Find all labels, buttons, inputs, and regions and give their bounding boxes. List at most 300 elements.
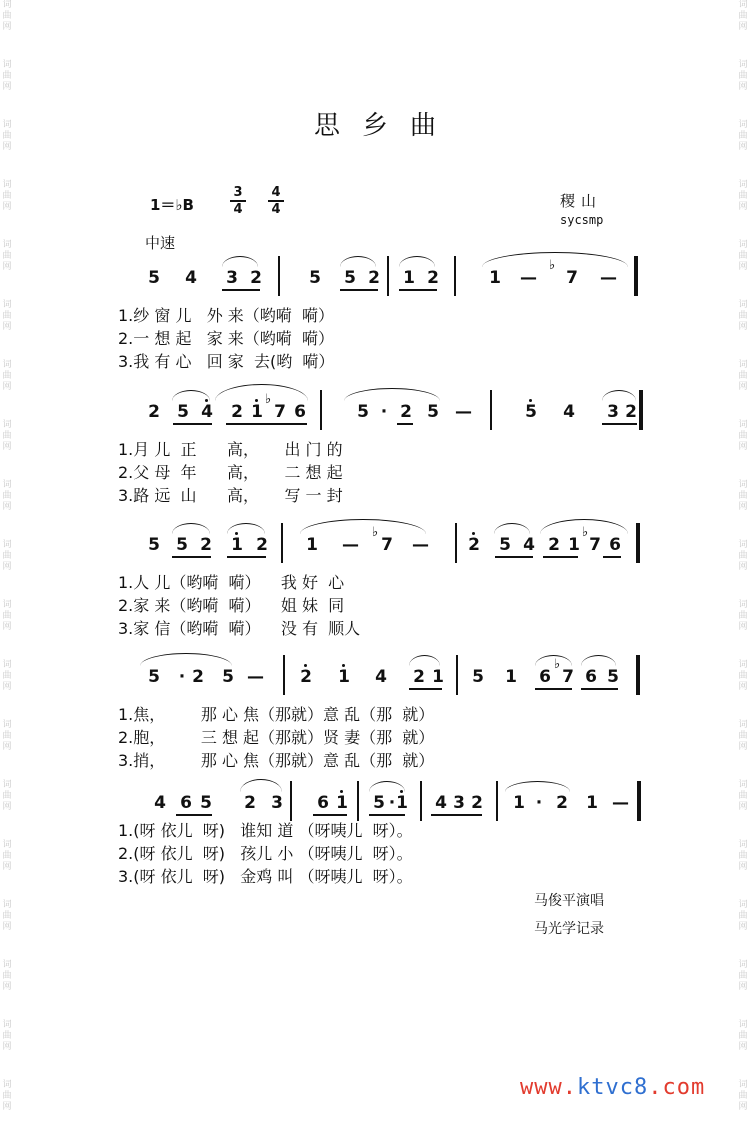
notation-note: 2	[300, 667, 312, 687]
notation-note: 2	[256, 535, 268, 555]
recorder-credit: 马光学记录	[534, 921, 604, 937]
watermark-glyph: 词	[2, 660, 12, 670]
time-signature-top: 3	[233, 185, 243, 200]
watermark-glyph: 网	[738, 622, 748, 632]
watermark-glyph: 词	[738, 180, 748, 190]
watermark-glyph-group	[2, 540, 12, 573]
notation-note: 3	[271, 793, 283, 813]
system-end-bar-line	[636, 523, 640, 563]
song-title: 思乡曲	[313, 111, 458, 141]
notation-note: ·	[178, 667, 186, 687]
slur-arc	[215, 384, 308, 401]
bar-line	[278, 256, 280, 296]
watermark-glyph: 网	[2, 502, 12, 512]
notation-note: 5	[148, 268, 160, 288]
watermark-glyph-group	[2, 300, 12, 333]
watermark-glyph: 曲	[2, 311, 12, 321]
notation-note: 7	[381, 535, 393, 555]
dash-extension: —	[520, 268, 537, 288]
lyric-line-verse-2: 2.(呀 依儿 呀) 孩儿 小 （呀咦儿 呀）。	[118, 844, 413, 863]
watermark-glyph-group	[738, 480, 748, 513]
time-signature-bottom: 4	[233, 202, 243, 217]
watermark-glyph-group	[2, 1080, 12, 1113]
watermark-glyph: 网	[738, 382, 748, 392]
watermark-glyph: 曲	[2, 71, 12, 81]
watermark-glyph: 曲	[738, 1031, 748, 1041]
notation-note: 2	[368, 268, 380, 288]
watermark-glyph: 词	[2, 840, 12, 850]
watermark-glyph: 网	[2, 202, 12, 212]
notation-note: 2	[244, 793, 256, 813]
watermark-glyph-group	[738, 420, 748, 453]
watermark-glyph: 网	[738, 442, 748, 452]
watermark-glyph: 网	[738, 82, 748, 92]
watermark-glyph-group	[2, 960, 12, 993]
notation-note: 1	[513, 793, 525, 813]
notation-note: 5	[357, 402, 369, 422]
watermark-glyph: 词	[738, 120, 748, 130]
bar-line	[320, 390, 322, 430]
watermark-glyph: 网	[2, 442, 12, 452]
time-signature-3-4	[230, 186, 246, 216]
watermark-glyph: 曲	[738, 71, 748, 81]
watermark-glyph-group	[2, 720, 12, 753]
watermark-glyph: 曲	[2, 791, 12, 801]
eighth-note-underline	[581, 688, 618, 690]
watermark-glyph-group	[738, 900, 748, 933]
notation-note: ·	[380, 402, 388, 422]
watermark-glyph: 词	[2, 540, 12, 550]
notation-note: 5	[472, 667, 484, 687]
flat-accidental: ♭	[549, 258, 556, 273]
singer-credit: 马俊平演唱	[534, 893, 604, 909]
notation-note: 2	[413, 667, 425, 687]
slur-arc	[300, 519, 426, 534]
watermark-glyph: 词	[2, 780, 12, 790]
watermark-glyph: 网	[2, 382, 12, 392]
notation-note: 1	[336, 793, 348, 813]
watermark-glyph: 网	[738, 1042, 748, 1052]
watermark-glyph: 网	[738, 742, 748, 752]
watermark-glyph: 词	[2, 180, 12, 190]
notation-note: 5	[148, 667, 160, 687]
bar-line	[281, 523, 283, 563]
eighth-note-underline	[227, 556, 266, 558]
system-end-bar-line	[637, 781, 641, 821]
source-tag: sycsmp	[560, 213, 604, 227]
lyric-line-verse-2: 2.一 想 起 家 来（哟嗬 嗬）	[118, 329, 334, 348]
notation-note: 4	[201, 402, 213, 422]
notation-note: 5	[344, 268, 356, 288]
notation-note: 5	[177, 402, 189, 422]
notation-note: 5	[607, 667, 619, 687]
watermark-glyph: 网	[738, 562, 748, 572]
watermark-glyph-group	[738, 240, 748, 273]
notation-note: 1	[586, 793, 598, 813]
lyric-line-verse-3: 3.路 远 山 高， 写 一 封	[118, 486, 343, 505]
watermark-glyph-group	[2, 600, 12, 633]
watermark-glyph: 词	[738, 0, 748, 10]
watermark-glyph: 词	[2, 720, 12, 730]
notation-note: 3	[226, 268, 238, 288]
bar-line	[283, 655, 285, 695]
watermark-glyph-group	[2, 480, 12, 513]
watermark-glyph: 网	[2, 1102, 12, 1112]
tempo-marking: 中速	[145, 234, 176, 252]
notation-note: 7	[589, 535, 601, 555]
bar-line	[490, 390, 492, 430]
bar-line	[456, 655, 458, 695]
watermark-glyph-group	[2, 360, 12, 393]
notation-note: 4	[435, 793, 447, 813]
watermark-glyph: 曲	[738, 371, 748, 381]
slur-arc	[227, 523, 265, 534]
watermark-glyph: 曲	[2, 371, 12, 381]
slur-arc	[240, 779, 282, 792]
watermark-glyph: 网	[738, 22, 748, 32]
watermark-glyph: 曲	[2, 491, 12, 501]
octave-dot-high	[304, 664, 307, 667]
watermark-glyph: 曲	[738, 731, 748, 741]
watermark-glyph: 词	[738, 240, 748, 250]
bar-line	[496, 781, 498, 821]
notation-note: 5	[427, 402, 439, 422]
watermark-glyph: 网	[2, 1042, 12, 1052]
notation-note: 6	[585, 667, 597, 687]
notation-note: 7	[274, 402, 286, 422]
notation-note: 6	[294, 402, 306, 422]
watermark-glyph: 曲	[738, 311, 748, 321]
watermark-glyph-group	[2, 60, 12, 93]
system-end-bar-line	[639, 390, 643, 430]
watermark-glyph: 网	[2, 682, 12, 692]
watermark-glyph: 网	[2, 982, 12, 992]
slur-arc	[140, 653, 232, 666]
watermark-glyph: 词	[738, 780, 748, 790]
notation-note: 1	[396, 793, 408, 813]
watermark-glyph: 词	[738, 480, 748, 490]
watermark-glyph: 词	[2, 240, 12, 250]
watermark-glyph: 曲	[2, 551, 12, 561]
eighth-note-underline	[409, 688, 442, 690]
watermark-glyph: 词	[2, 600, 12, 610]
notation-note: 2	[231, 402, 243, 422]
watermark-glyph: 曲	[2, 911, 12, 921]
watermark-glyph-group	[2, 840, 12, 873]
notation-note: 7	[566, 268, 578, 288]
notation-note: 5	[525, 402, 537, 422]
watermark-glyph: 曲	[738, 1091, 748, 1101]
system-end-bar-line	[634, 256, 638, 296]
watermark-glyph: 曲	[2, 611, 12, 621]
watermark-glyph: 词	[2, 900, 12, 910]
lyric-line-verse-2: 2.家 来（哟嗬 嗬） 姐 妹 同	[118, 596, 345, 615]
watermark-glyph: 曲	[738, 851, 748, 861]
slur-arc	[344, 388, 440, 401]
flat-accidental: ♭	[265, 392, 272, 407]
eighth-note-underline	[399, 289, 437, 291]
watermark-glyph: 网	[738, 262, 748, 272]
notation-note: 5	[222, 667, 234, 687]
watermark-glyph-group	[2, 240, 12, 273]
watermark-glyph-group	[738, 960, 748, 993]
watermark-glyph-group	[2, 180, 12, 213]
lyric-line-verse-1: 1.纱 窗 儿 外 来（哟嗬 嗬）	[118, 306, 334, 325]
eighth-note-underline	[176, 814, 212, 816]
notation-note: 4	[563, 402, 575, 422]
watermark-glyph: 词	[738, 840, 748, 850]
notation-note: ·	[535, 793, 543, 813]
watermark-glyph-group	[738, 780, 748, 813]
lyric-line-verse-1: 1.(呀 依儿 呀) 谁知 道 （呀咦儿 呀）。	[118, 821, 413, 840]
lyric-line-verse-2: 2.胞， 三 想 起（那就）贤 妻（那 就）	[118, 728, 435, 747]
website-prefix: www.	[520, 1075, 577, 1100]
slur-arc	[494, 523, 530, 534]
eighth-note-underline	[226, 423, 307, 425]
dash-extension: —	[455, 402, 472, 422]
notation-note: 2	[250, 268, 262, 288]
watermark-glyph: 词	[738, 900, 748, 910]
eighth-note-underline	[543, 556, 578, 558]
watermark-glyph-group	[738, 300, 748, 333]
watermark-glyph: 网	[2, 322, 12, 332]
lyric-line-verse-1: 1.人 儿（哟嗬 嗬） 我 好 心	[118, 573, 345, 592]
watermark-glyph: 曲	[738, 611, 748, 621]
notation-note: 2	[427, 268, 439, 288]
notation-note: 7	[562, 667, 574, 687]
watermark-glyph: 词	[738, 360, 748, 370]
notation-note: 2	[471, 793, 483, 813]
watermark-glyph: 词	[2, 60, 12, 70]
slur-arc	[602, 390, 636, 401]
website-watermark	[520, 1075, 705, 1100]
website-name: ktvc8	[576, 1075, 649, 1100]
eighth-note-underline	[340, 289, 378, 291]
time-signature-top: 4	[271, 185, 281, 200]
notation-note: 5	[373, 793, 385, 813]
watermark-glyph: 网	[738, 982, 748, 992]
notation-note: 1	[432, 667, 444, 687]
watermark-glyph-group	[2, 660, 12, 693]
lyricist: 稷山	[560, 192, 603, 210]
watermark-glyph: 网	[2, 742, 12, 752]
watermark-glyph: 网	[738, 682, 748, 692]
flat-accidental: ♭	[582, 525, 589, 540]
slur-arc	[409, 655, 440, 666]
notation-note: 2	[148, 402, 160, 422]
watermark-glyph: 词	[738, 60, 748, 70]
dash-extension: —	[247, 667, 264, 687]
notation-note: 1	[568, 535, 580, 555]
key-signature: 1＝♭B	[150, 196, 194, 214]
watermark-glyph: 词	[2, 300, 12, 310]
notation-note: 1	[489, 268, 501, 288]
slur-arc	[172, 390, 210, 401]
lyric-line-verse-3: 3.家 信（哟嗬 嗬） 没 有 顺人	[118, 619, 361, 638]
notation-note: 6	[539, 667, 551, 687]
watermark-glyph: 曲	[738, 131, 748, 141]
watermark-glyph: 曲	[738, 431, 748, 441]
watermark-glyph-group	[738, 1020, 748, 1053]
watermark-glyph-group	[738, 60, 748, 93]
watermark-glyph: 词	[2, 0, 12, 10]
watermark-glyph: 词	[2, 120, 12, 130]
eighth-note-underline	[313, 814, 347, 816]
eighth-note-underline	[397, 423, 413, 425]
notation-note: 3	[453, 793, 465, 813]
watermark-glyph: 网	[738, 862, 748, 872]
notation-note: 6	[609, 535, 621, 555]
notation-note: 4	[185, 268, 197, 288]
watermark-glyph: 词	[738, 1020, 748, 1030]
notation-note: 1	[306, 535, 318, 555]
octave-dot-high	[472, 532, 475, 535]
eighth-note-underline	[369, 814, 405, 816]
watermark-glyph: 曲	[2, 251, 12, 261]
notation-note: 5	[176, 535, 188, 555]
eighth-note-underline	[173, 423, 212, 425]
watermark-glyph: 网	[738, 142, 748, 152]
watermark-glyph: 曲	[738, 971, 748, 981]
slur-arc	[222, 256, 258, 267]
watermark-glyph: 网	[2, 922, 12, 932]
watermark-glyph: 词	[738, 960, 748, 970]
notation-note: 2	[556, 793, 568, 813]
watermark-glyph: 曲	[2, 11, 12, 21]
slur-arc	[581, 655, 616, 666]
notation-note: 2	[192, 667, 204, 687]
octave-dot-high	[529, 399, 532, 402]
watermark-glyph: 网	[2, 22, 12, 32]
watermark-glyph: 曲	[738, 251, 748, 261]
watermark-glyph: 网	[738, 502, 748, 512]
slur-arc	[482, 252, 628, 267]
watermark-glyph: 曲	[738, 791, 748, 801]
watermark-glyph: 词	[738, 540, 748, 550]
eighth-note-underline	[495, 556, 533, 558]
watermark-glyph: 曲	[738, 491, 748, 501]
notation-note: 2	[625, 402, 637, 422]
notation-note: 1	[231, 535, 243, 555]
notation-note: 2	[400, 402, 412, 422]
notation-note: 3	[607, 402, 619, 422]
watermark-glyph: 词	[2, 480, 12, 490]
notation-note: 2	[468, 535, 480, 555]
bar-line	[290, 781, 292, 821]
dash-extension: —	[600, 268, 617, 288]
eighth-note-underline	[172, 556, 211, 558]
bar-line	[420, 781, 422, 821]
lyric-line-verse-1: 1.月 儿 正 高， 出 门 的	[118, 440, 343, 459]
watermark-glyph: 网	[2, 622, 12, 632]
watermark-glyph: 词	[738, 720, 748, 730]
watermark-glyph: 网	[2, 862, 12, 872]
watermark-glyph: 曲	[738, 11, 748, 21]
octave-dot-high	[340, 790, 343, 793]
notation-note: 2	[548, 535, 560, 555]
website-suffix: .com	[648, 1075, 706, 1100]
notation-note: 1	[338, 667, 350, 687]
notation-note: ·	[388, 793, 396, 813]
watermark-glyph-group	[738, 720, 748, 753]
watermark-glyph: 词	[738, 1080, 748, 1090]
watermark-glyph-group	[738, 0, 748, 33]
watermark-glyph-group	[2, 420, 12, 453]
watermark-glyph: 词	[2, 960, 12, 970]
watermark-glyph: 曲	[2, 191, 12, 201]
watermark-glyph: 网	[2, 142, 12, 152]
watermark-glyph: 网	[2, 82, 12, 92]
watermark-glyph: 曲	[2, 1031, 12, 1041]
watermark-glyph: 曲	[738, 671, 748, 681]
watermark-glyph-group	[2, 1020, 12, 1053]
notation-note: 6	[317, 793, 329, 813]
watermark-glyph: 曲	[2, 671, 12, 681]
system-end-bar-line	[636, 655, 640, 695]
watermark-glyph: 网	[738, 202, 748, 212]
watermark-glyph: 词	[738, 300, 748, 310]
watermark-glyph-group	[738, 600, 748, 633]
watermark-glyph: 词	[2, 1020, 12, 1030]
watermark-glyph: 词	[738, 420, 748, 430]
slur-arc	[535, 655, 572, 666]
watermark-glyph: 网	[2, 262, 12, 272]
watermark-glyph: 曲	[2, 431, 12, 441]
watermark-glyph: 曲	[2, 731, 12, 741]
watermark-glyph: 网	[738, 802, 748, 812]
notation-note: 5	[499, 535, 511, 555]
slur-arc	[172, 523, 210, 534]
watermark-glyph-group	[738, 1080, 748, 1113]
time-signature-4-4	[268, 186, 284, 216]
dash-extension: —	[412, 535, 429, 555]
watermark-glyph: 曲	[2, 1091, 12, 1101]
notation-note: 2	[200, 535, 212, 555]
notation-note: 1	[403, 268, 415, 288]
eighth-note-underline	[602, 423, 637, 425]
lyric-line-verse-2: 2.父 母 年 高， 二 想 起	[118, 463, 343, 482]
slur-arc	[540, 519, 628, 534]
lyric-line-verse-3: 3.我 有 心 回 家 去(哟 嗬）	[118, 352, 335, 371]
notation-note: 5	[148, 535, 160, 555]
bar-line	[357, 781, 359, 821]
watermark-glyph: 网	[2, 802, 12, 812]
watermark-glyph: 词	[738, 600, 748, 610]
notation-note: 5	[309, 268, 321, 288]
notation-note: 4	[523, 535, 535, 555]
notation-note: 4	[375, 667, 387, 687]
left-watermark-strip	[0, 0, 14, 1126]
bar-line	[455, 523, 457, 563]
bar-line	[387, 256, 389, 296]
slur-arc	[399, 256, 435, 267]
lyric-line-verse-1: 1.焦， 那 心 焦（那就）意 乱（那 就）	[118, 705, 435, 724]
slur-arc	[340, 256, 376, 267]
watermark-glyph: 词	[738, 660, 748, 670]
slur-arc	[505, 781, 570, 792]
notation-note: 1	[505, 667, 517, 687]
watermark-glyph-group	[2, 780, 12, 813]
dash-extension: —	[612, 793, 629, 813]
watermark-glyph: 词	[2, 1080, 12, 1090]
right-watermark-strip	[736, 0, 750, 1126]
watermark-glyph-group	[738, 360, 748, 393]
watermark-glyph: 网	[2, 562, 12, 572]
watermark-glyph-group	[738, 540, 748, 573]
watermark-glyph: 曲	[738, 551, 748, 561]
eighth-note-underline	[603, 556, 621, 558]
watermark-glyph: 网	[738, 922, 748, 932]
